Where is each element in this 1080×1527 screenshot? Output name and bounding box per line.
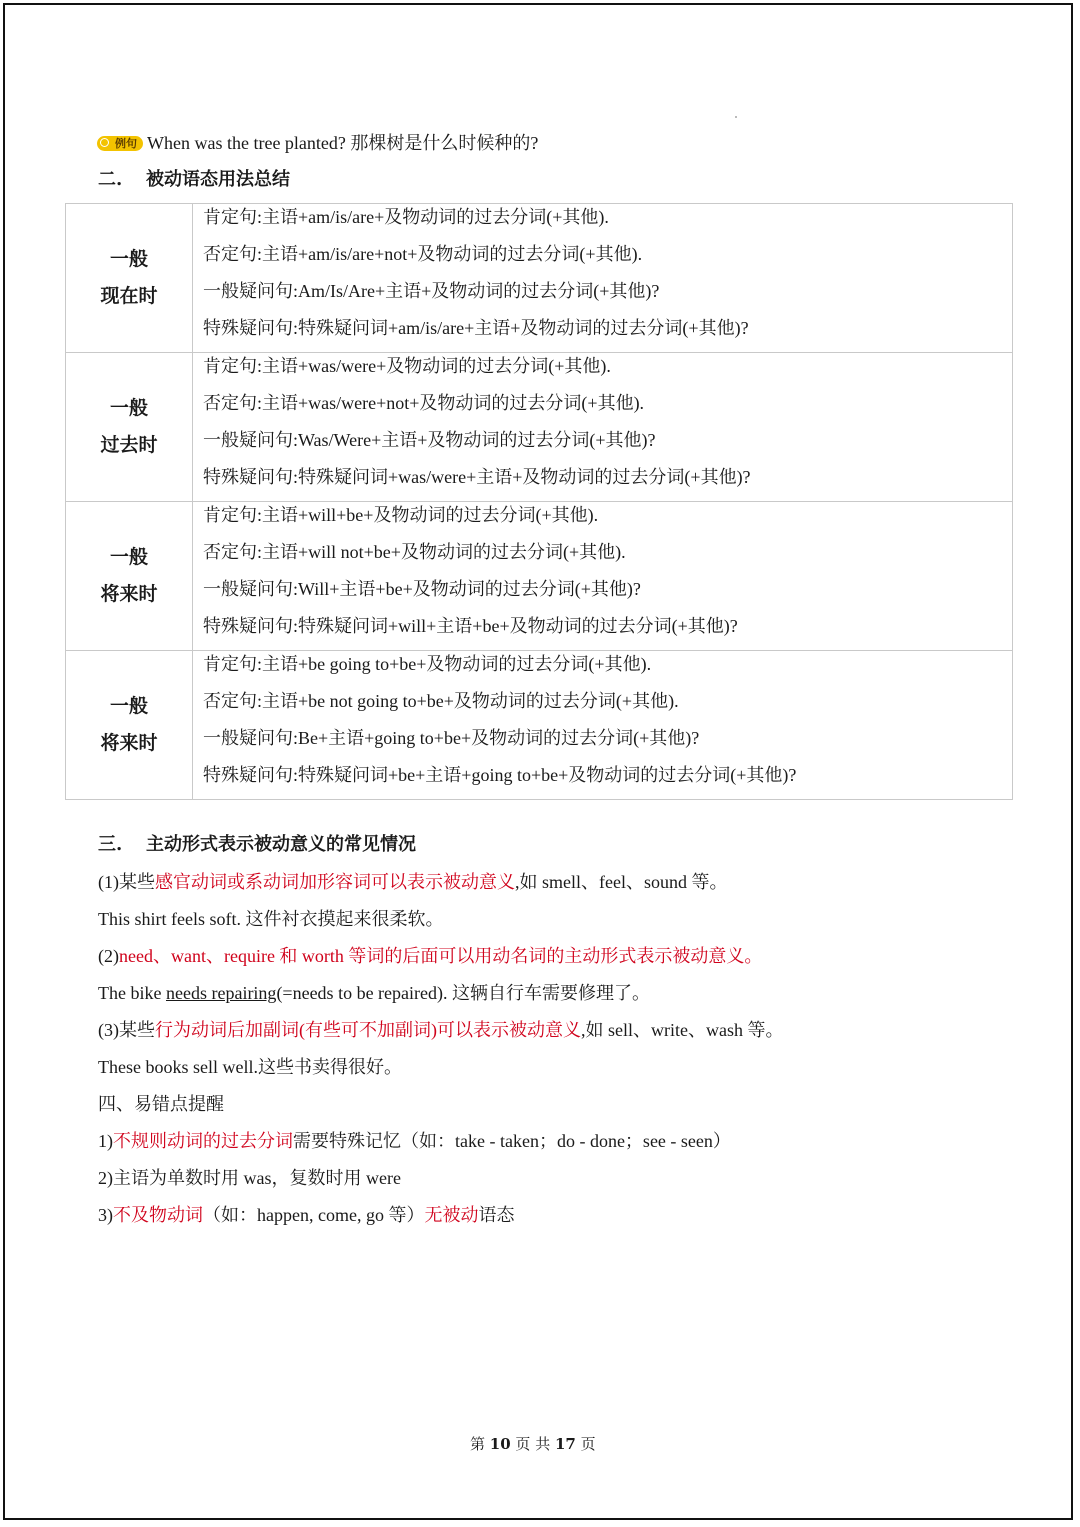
rule-affirmative: 肯定句:主语+be going to+be+及物动词的过去分词(+其他). — [203, 654, 652, 674]
rules-cell — [193, 204, 1013, 353]
rule-general-question: 一般疑问句:Be+主语+going to+be+及物动词的过去分词(+其他)? — [203, 728, 700, 748]
section-3-example-2: The bike needs repairing(=needs to be repaired). 这辆自行车需要修理了。 — [98, 983, 651, 1003]
rules-cell — [193, 353, 1013, 502]
section-2-heading: 二. 被动语态用法总结 — [98, 169, 290, 190]
rule-special-question: 特殊疑问句:特殊疑问词+will+主语+be+及物动词的过去分词(+其他)? — [203, 616, 738, 636]
rule-general-question: 一般疑问句:Will+主语+be+及物动词的过去分词(+其他)? — [203, 579, 641, 599]
example-sentence — [97, 131, 538, 155]
rules-cell — [193, 502, 1013, 651]
table-row — [66, 204, 1013, 353]
scan-speck — [735, 116, 737, 118]
page-footer: 第 10 页 共 17 页 — [470, 1435, 596, 1453]
example-text: When was the tree planted? 那棵树是什么时候种的? — [147, 133, 539, 153]
table-row — [66, 502, 1013, 651]
section-3-heading: 三. 主动形式表示被动意义的常见情况 — [98, 834, 416, 855]
badge-circle-icon — [100, 138, 109, 147]
tense-cell: 一般 将来时 — [66, 502, 193, 651]
section-4-tip-3: 3)不及物动词（如：happen, come, go 等）无被动语态 — [98, 1205, 515, 1225]
rule-affirmative: 肯定句:主语+was/were+及物动词的过去分词(+其他). — [203, 356, 611, 376]
table-row — [66, 353, 1013, 502]
table-row — [66, 651, 1013, 800]
rules-cell — [193, 651, 1013, 800]
rule-affirmative: 肯定句:主语+am/is/are+及物动词的过去分词(+其他). — [203, 207, 609, 227]
rule-negative: 否定句:主语+am/is/are+not+及物动词的过去分词(+其他). — [203, 244, 643, 264]
rule-negative: 否定句:主语+was/were+not+及物动词的过去分词(+其他). — [203, 393, 645, 413]
section-4-tip-1: 1)不规则动词的过去分词需要特殊记忆（如：take - taken；do - done；see - seen） — [98, 1131, 731, 1151]
section-3-example-1: This shirt feels soft. 这件衬衣摸起来很柔软。 — [98, 909, 444, 929]
tense-cell: 一般 现在时 — [66, 204, 193, 353]
passive-voice-table — [65, 203, 1013, 800]
section-4-tip-2: 2)主语为单数时用 was，复数时用 were — [98, 1168, 401, 1188]
rule-special-question: 特殊疑问句:特殊疑问词+was/were+主语+及物动词的过去分词(+其他)? — [203, 467, 751, 487]
rule-general-question: 一般疑问句:Am/Is/Are+主语+及物动词的过去分词(+其他)? — [203, 281, 660, 301]
section-3-example-3: These books sell well.这些书卖得很好。 — [98, 1057, 402, 1077]
total-page-count: 17 — [554, 1435, 576, 1453]
rule-special-question: 特殊疑问句:特殊疑问词+am/is/are+主语+及物动词的过去分词(+其他)? — [203, 318, 749, 338]
example-badge: 例句 — [97, 136, 143, 151]
current-page-number: 10 — [489, 1435, 511, 1453]
rule-negative: 否定句:主语+will not+be+及物动词的过去分词(+其他). — [203, 542, 626, 562]
tense-cell: 一般 过去时 — [66, 353, 193, 502]
tense-cell: 一般 将来时 — [66, 651, 193, 800]
rule-general-question: 一般疑问句:Was/Were+主语+及物动词的过去分词(+其他)? — [203, 430, 656, 450]
rule-affirmative: 肯定句:主语+will+be+及物动词的过去分词(+其他). — [203, 505, 599, 525]
section-4-heading: 四、易错点提醒 — [98, 1094, 224, 1114]
section-3-item-3: (3)某些行为动词后加副词(有些可不加副词)可以表示被动意义,如 sell、write、wash 等。 — [98, 1020, 784, 1040]
rule-negative: 否定句:主语+be not going to+be+及物动词的过去分词(+其他). — [203, 691, 679, 711]
section-3-item-1: (1)某些感官动词或系动词加形容词可以表示被动意义,如 smell、feel、sound 等。 — [98, 872, 728, 892]
section-3-item-2: (2)need、want、require 和 worth 等词的后面可以用动名词的主动形式表示被动意义。 — [98, 946, 763, 966]
rule-special-question: 特殊疑问句:特殊疑问词+be+主语+going to+be+及物动词的过去分词(+其他)? — [203, 765, 797, 785]
